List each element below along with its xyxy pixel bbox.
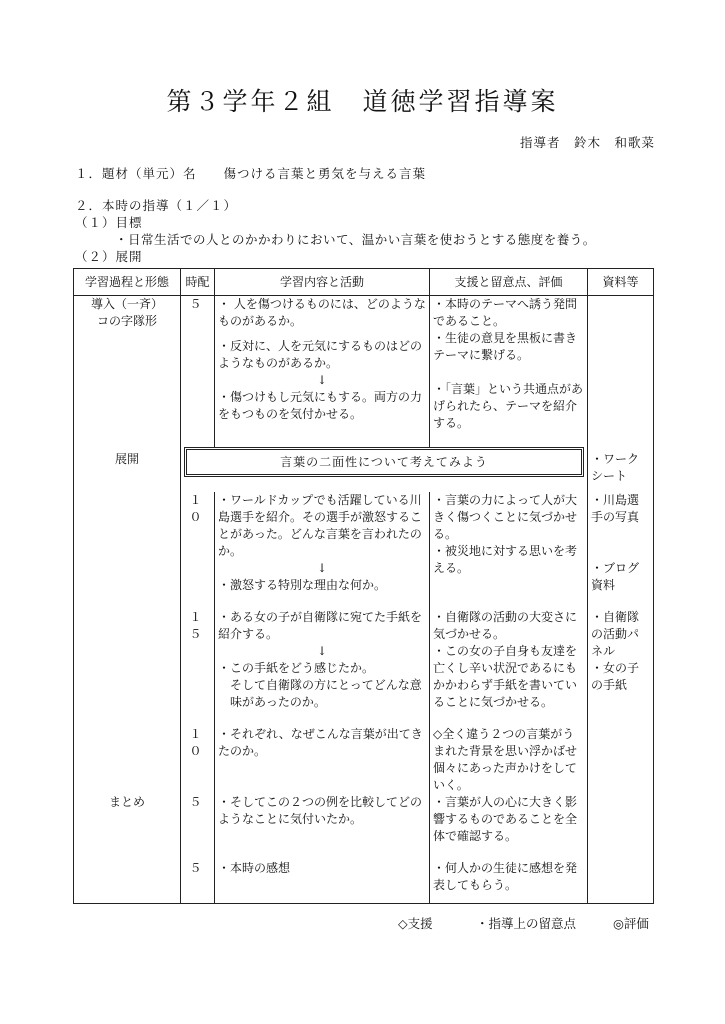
develop-heading: （２）展開: [75, 249, 143, 264]
support-text: ・本時のテーマへ誘う発問であること。: [433, 297, 578, 328]
table-row: [74, 794, 654, 860]
support-cell: [430, 296, 588, 448]
header-content: 学習内容と活動: [215, 269, 430, 296]
content-text: ・本時の感想: [215, 860, 430, 904]
material-cell: [588, 794, 654, 860]
time-c: １０: [181, 726, 215, 794]
time-a: １０: [181, 492, 215, 609]
page-title: 第３学年２組 道徳学習指導案: [166, 87, 559, 116]
support-text: ・言葉が人の心に大きく影響するものであることを全体で確認する。: [430, 794, 588, 860]
support-text: ◇全く違う２つの言葉がうまれた背景を思い浮かばせ個々にあった声かけをしていく。: [430, 726, 588, 794]
author: 指導者 鈴木 和歌菜: [519, 135, 655, 150]
material-text: ・ブログ資料: [591, 561, 640, 592]
material-cell: [588, 296, 654, 448]
stage-develop: 展開: [74, 447, 181, 492]
goal-text: ・日常生活での人とのかかわりにおいて、温かい言葉を使おうとする態度を養う。: [115, 232, 596, 247]
material-cell: [588, 492, 654, 609]
stage-cell: [74, 296, 181, 448]
support-text: ・この女の子自身も友達を亡くし辛い状況であるにもかかわらず手紙を書いていることに気づかせる。: [433, 644, 578, 709]
material-cell: [588, 726, 654, 794]
content-cell: [215, 609, 430, 726]
stage-cell: [74, 609, 181, 726]
header-materials: 資料等: [588, 269, 654, 296]
table-row: [74, 726, 654, 794]
content-text: ・そしてこの２つの例を比較してどのようなことに気付いたか。: [215, 794, 430, 860]
material-cell: [588, 860, 654, 904]
stage-cell: [74, 492, 181, 609]
content-cell: [215, 492, 430, 609]
table-row: [74, 447, 654, 492]
support-text: ・自衛隊の活動の大変さに気づかせる。: [433, 610, 578, 641]
stage-summary: まとめ: [74, 794, 181, 860]
legend-evaluation: ◎評価: [613, 916, 649, 931]
time-summary: ５: [181, 794, 215, 860]
table-row: [74, 492, 654, 609]
content-text: ・この手紙をどう感じたか。: [218, 661, 375, 675]
time-b: １５: [181, 609, 215, 726]
content-text: ・傷つけもし元気にもする。両方の力をもつものを気付かせる。: [218, 390, 423, 421]
support-text: ・被災地に対する思いを考える。: [433, 544, 578, 575]
stage-cell: [74, 726, 181, 794]
banner-cell: [181, 447, 588, 492]
time-intro: ５: [181, 296, 215, 448]
material-text: ・女の子の手紙: [591, 661, 640, 692]
content-text: ・それぞれ、なぜこんな言葉が出てきたのか。: [215, 726, 430, 794]
support-text: ・生徒の意見を黒板に書きテーマに繋げる。: [433, 331, 578, 362]
support-cell: [430, 609, 588, 726]
header-support: 支援と留意点、評価: [430, 269, 588, 296]
content-text: ・ 人を傷つけるものには、どのようなものがあるか。: [218, 297, 426, 328]
down-arrow-icon: ↓: [316, 373, 328, 387]
material-cell: [588, 609, 654, 726]
time-reflect: ５: [181, 860, 215, 904]
content-text: ・激怒する特別な理由な何か。: [218, 578, 387, 592]
lesson-plan-table: [73, 268, 654, 904]
stage-cell: [74, 860, 181, 904]
stage-intro: 導入（一斉）: [90, 297, 163, 311]
material-worksheet: ・ワークシート: [588, 447, 654, 492]
table-header-row: [74, 269, 654, 296]
down-arrow-icon: ↓: [316, 644, 328, 658]
header-stage: 学習過程と形態: [74, 269, 181, 296]
table-row: [74, 860, 654, 904]
support-text: ・何人かの生徒に感想を発表してもらう。: [430, 860, 588, 904]
content-text: ・ワールドカップでも活躍している川島選手を紹介。その選手が激怒することがあった。どんな言葉を言われたのか。: [218, 493, 423, 558]
content-cell: [215, 296, 430, 448]
support-text: ・言葉の力によって人が大きく傷つくことに気づかせる。: [433, 493, 578, 541]
content-text: ・反対に、人を元気にするものはどのようなものがあるか。: [218, 339, 423, 370]
legend-support: ◇支援: [398, 916, 433, 931]
lesson-theme-banner: 言葉の二面性について考えてみよう: [184, 447, 584, 477]
table-row: [74, 609, 654, 726]
section-1-theme: １．題材（単元）名 傷つける言葉と勇気を与える言葉: [75, 166, 427, 181]
table-row: [74, 296, 654, 448]
header-time: 時配: [181, 269, 215, 296]
down-arrow-icon: ↓: [316, 561, 328, 575]
material-text: ・自衛隊の活動パネル: [591, 610, 640, 658]
section-2-heading: ２．本時の指導（１／１）: [75, 198, 238, 213]
support-text: ・「言葉」という共通点があげられたら、テーマを紹介する。: [433, 382, 584, 430]
material-text: ・川島選手の写真: [591, 493, 640, 524]
support-cell: [430, 492, 588, 609]
content-text: そして自衛隊の方にとってどんな意味があったのか。: [230, 678, 422, 709]
legend-caution: ・指導上の留意点: [476, 916, 577, 931]
content-text: ・ある女の子が自衛隊に宛てた手紙を紹介する。: [218, 610, 423, 641]
stage-intro-form: コの字隊形: [96, 314, 157, 328]
goal-heading: （１）目標: [75, 215, 143, 230]
